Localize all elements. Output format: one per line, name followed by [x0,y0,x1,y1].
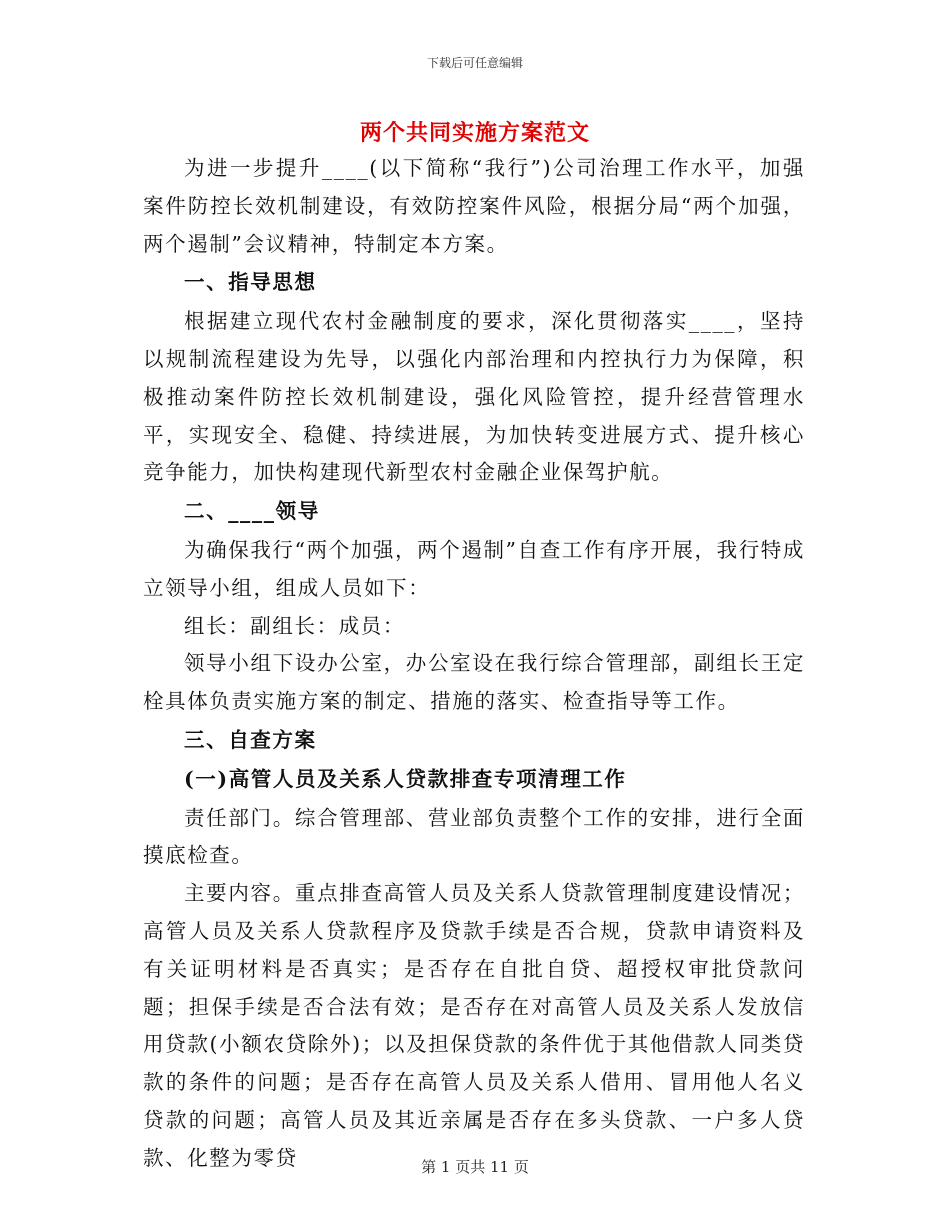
section-heading-self-check: 三、自查方案 [184,727,317,752]
paragraph-guiding-ideology: 根据建立现代农村金融制度的要求，深化贯彻落实____，坚持以规制流程建设为先导，以强化内部治理和内控执行力为保障，积极推动案件防控长效机制建设，强化风险管控，提升经营管理水平，实现安全、稳健、持续进展，为加快转变进展方式、提升核心竞争能力，加快构建现代新型农村金融企业保驾护航。 [143,309,805,485]
header-note: 下载后可任意编辑 [426,56,523,70]
paragraph-main-content: 主要内容。重点排查高管人员及关系人贷款管理制度建设情况；高管人员及关系人贷款程序及贷款手续是否合规，贷款申请资料及有关证明材料是否真实；是否存在自批自贷、超授权审批贷款问题；担保手续是否合法有效；是否存在对高管人员及关系人发放信用贷款(小额农贷除外)；以及担保贷款的条件优于其他借款人同类贷款的条件的问题；是否存在高管人员及关系人借用、冒用他人名义贷款的问题；高管人员及其近亲属是否存在多头贷款、一户多人贷款、化整为零贷 [143,881,805,1170]
paragraph-members: 组长：副组长：成员： [184,613,405,638]
page-footer: 第 1 页共 11 页 [421,1158,529,1176]
section-heading-leadership: 二、____领导 [184,499,320,524]
document-body [143,150,805,1178]
document-title: 两个共同实施方案范文 [359,120,590,146]
paragraph-leadership-group: 为确保我行“两个加强，两个遏制”自查工作有序开展，我行特成立领导小组，组成人员如下： [143,537,805,600]
paragraph-responsible-department: 责任部门。综合管理部、营业部负责整个工作的安排，进行全面摸底检查。 [143,805,805,868]
section-heading-guiding-ideology: 一、指导思想 [184,270,317,295]
paragraph-intro: 为进一步提升____(以下简称“我行”)公司治理工作水平，加强案件防控长效机制建设，有效防控案件风险，根据分局“两个加强，两个遏制”会议精神，特制定本方案。 [143,156,805,256]
paragraph-office: 领导小组下设办公室，办公室设在我行综合管理部，副组长王定栓具体负责实施方案的制定、措施的落实、检查指导等工作。 [143,651,805,714]
subsection-heading-loan-check: (一)高管人员及关系人贷款排查专项清理工作 [184,766,627,791]
